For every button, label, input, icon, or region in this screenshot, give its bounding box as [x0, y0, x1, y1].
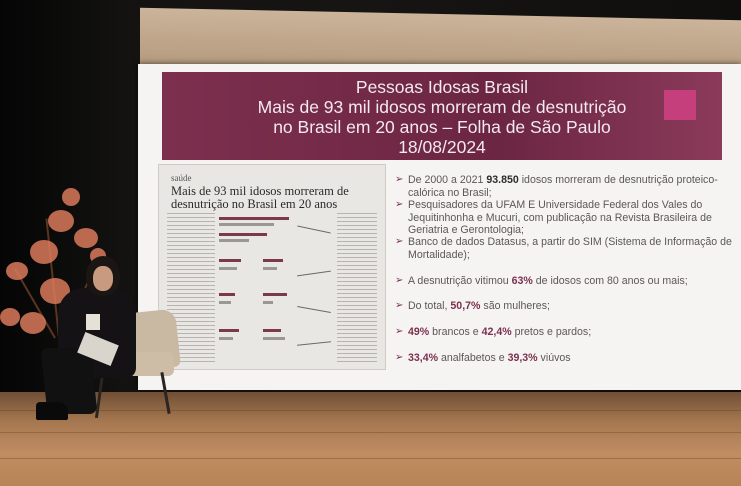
title-line-1: Pessoas Idosas Brasil [355, 77, 529, 97]
wooden-stage-floor [0, 392, 741, 486]
arrow-bullet-icon: ➢ [395, 174, 404, 185]
arrow-bullet-icon: ➢ [395, 275, 404, 286]
speaker-boots [36, 402, 68, 420]
arrow-bullet-icon: ➢ [395, 300, 404, 311]
article-headline: Mais de 93 mil idosos morreram de desnutrição no Brasil em 20 anos [171, 184, 349, 211]
arrow-bullet-icon: ➢ [395, 236, 404, 247]
name-badge [86, 314, 100, 330]
arrow-bullet-icon: ➢ [395, 199, 404, 210]
title-line-3: no Brasil em 20 anos – Folha de São Paulo [273, 117, 611, 137]
title-line-2: Mais de 93 mil idosos morreram de desnutrição [257, 97, 627, 117]
article-text-column [337, 213, 377, 363]
slide-title [162, 77, 722, 157]
newspaper-article-image [158, 164, 386, 370]
bullet-item: ➢ Banco de dados Datasus, a partir do SIM (Sistema de Informação de Mortalidade); [395, 236, 732, 261]
bullet-item: ➢ A desnutrição vitimou 63% de idosos com 80 anos ou mais; [395, 275, 688, 287]
title-line-4: 18/08/2024 [398, 137, 486, 157]
bullet-item: ➢ 33,4% analfabetos e 39,3% viúvos [395, 352, 571, 364]
bullet-item: ➢ Do total, 50,7% são mulheres; [395, 300, 550, 312]
speaker-face [93, 266, 113, 291]
arrow-bullet-icon: ➢ [395, 326, 404, 337]
bullet-item: ➢ 49% brancos e 42,4% pretos e pardos; [395, 326, 592, 338]
bullet-item: ➢ De 2000 a 2021 93.850 idosos morreram de desnutrição proteico-calórica no Brasil; [395, 174, 718, 199]
article-section: saúde [171, 173, 192, 183]
arrow-bullet-icon: ➢ [395, 352, 404, 363]
bullet-item: ➢ Pesquisadores da UFAM E Universidade Federal dos Vales do Jequitinhonha e Mucuri, com publicação na Revista Brasileira de Geriatria e Gerontologia; [395, 199, 712, 236]
article-infographic [219, 213, 334, 363]
